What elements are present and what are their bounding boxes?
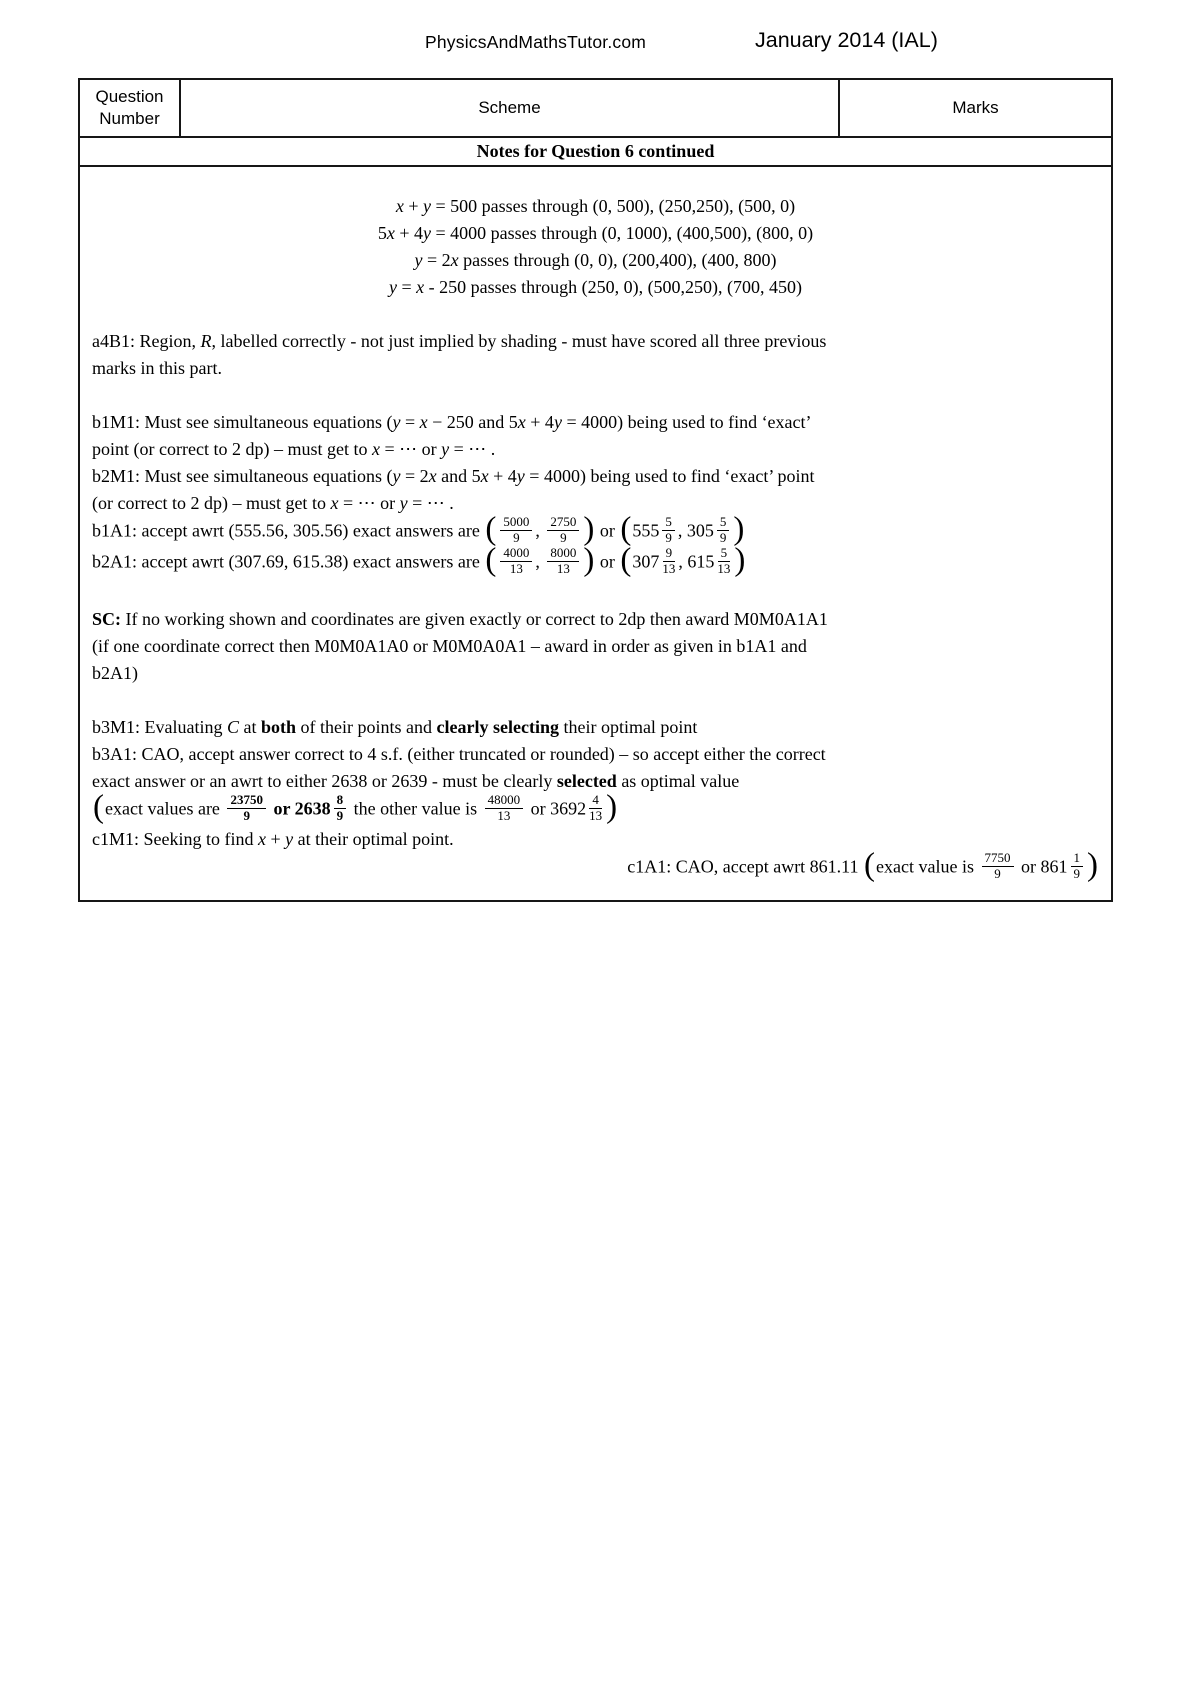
fraction-denominator: 9: [665, 529, 672, 545]
fraction: [982, 851, 1014, 882]
text-run: as optimal value: [616, 770, 740, 791]
text-run: +: [403, 196, 424, 216]
page-header: [0, 0, 1190, 78]
eq-line-1: [92, 193, 1099, 220]
text-run: - 250 passes through (250, 0), (500,250), (700, 450): [424, 277, 803, 297]
a4B1-line-1: [92, 328, 1099, 355]
fraction-numerator: 2750: [547, 515, 579, 531]
fraction: [717, 515, 730, 546]
big-paren: (: [620, 511, 632, 548]
text-run: + 4: [488, 466, 517, 486]
table-header-row: [80, 80, 1111, 138]
text-run: of their points and: [296, 716, 437, 737]
big-paren: (: [864, 847, 876, 884]
text-run: x: [517, 412, 526, 432]
fraction: [227, 793, 266, 824]
text-run: If no working shown and coordinates are given exactly or correct to 2dp then award M0M0A1A1: [121, 608, 828, 629]
SC-line-1: [92, 606, 1099, 633]
text-run: b2M1: Must see simultaneous equations (: [92, 466, 393, 486]
text-run: b2A1: accept awrt (307.69, 615.38) exact answers are: [92, 551, 485, 572]
fraction-numerator: 9: [663, 546, 676, 562]
text-run: = ⋯ or: [338, 493, 400, 513]
text-run: and 5: [436, 466, 481, 486]
text-run: y: [399, 493, 408, 513]
text-run: at: [239, 716, 261, 737]
text-run: (if one coordinate correct then M0M0A1A0 or M0M0A0A1 – award in order as given in b1A1 and: [92, 635, 807, 656]
fraction-numerator: 23750: [227, 793, 266, 809]
text-run: exact values are: [105, 798, 225, 819]
fraction-denominator: 9: [719, 529, 727, 545]
fraction-denominator: 9: [560, 529, 567, 545]
text-run: y: [392, 412, 401, 432]
text-run: C: [226, 716, 239, 737]
fraction-denominator: 9: [994, 865, 1001, 881]
b2A1-line: [92, 542, 1099, 579]
text-run: x: [450, 250, 459, 270]
big-paren: ): [733, 511, 745, 548]
fraction-numerator: 8000: [547, 546, 579, 562]
text-run: marks in this part.: [92, 358, 222, 378]
fraction: [485, 793, 524, 824]
big-paren: (: [485, 511, 497, 548]
c1A1-line: [92, 847, 1099, 884]
text-run: x: [386, 223, 395, 243]
column-header-scheme: Scheme: [478, 98, 541, 117]
b1M1-line-2: [92, 436, 1099, 463]
text-run: = 2: [422, 250, 451, 270]
text-run: exact answer or an awrt to either 2638 or 2639 - must be clearly: [92, 770, 557, 791]
text-run: + 4: [394, 223, 424, 243]
b3A1-line-1: [92, 741, 1099, 768]
fraction-denominator: 9: [513, 529, 520, 545]
text-run: or 3692: [526, 798, 587, 819]
text-run: y: [516, 466, 525, 486]
eq-line-4: [92, 274, 1099, 301]
c1M1-line: [92, 826, 1099, 853]
site-title: PhysicsAndMathsTutor.com: [425, 32, 647, 52]
text-run: = ⋯ .: [449, 439, 496, 459]
text-run: (or correct to 2 dp) – must get to: [92, 493, 331, 513]
text-run: x: [416, 277, 425, 297]
fraction-numerator: 7750: [982, 851, 1014, 867]
fraction-numerator: 1: [1071, 851, 1084, 867]
fraction: [334, 793, 347, 824]
text-run: passes through (0, 0), (200,400), (400, 800): [458, 250, 777, 270]
column-header-question-number: Question Number: [80, 80, 181, 136]
eq-line-2: [92, 220, 1099, 247]
big-paren: ): [1087, 847, 1098, 884]
simultaneous-block: [92, 409, 1099, 579]
big-paren: (: [620, 542, 632, 579]
b2M1-line-2: [92, 490, 1099, 517]
text-run: y: [285, 828, 294, 849]
fraction-denominator: 13: [662, 560, 676, 576]
edition-title: January 2014 (IAL): [755, 28, 938, 52]
text-run: b2A1): [92, 662, 138, 683]
fraction-denominator: 13: [509, 560, 523, 576]
text-run: =: [400, 412, 420, 432]
text-run: or: [595, 551, 620, 572]
text-run: y: [441, 439, 450, 459]
text-run: = ⋯ or: [379, 439, 442, 459]
fraction-numerator: 8: [334, 793, 347, 809]
text-run: x: [419, 412, 428, 432]
text-run: +: [265, 828, 286, 849]
big-paren: ): [583, 511, 595, 548]
text-run: a4B1: Region,: [92, 331, 201, 351]
text-run: + 4: [525, 412, 554, 432]
text-run: y: [388, 277, 397, 297]
fraction: [662, 546, 675, 577]
text-run: b3M1: Evaluating: [92, 716, 227, 737]
fraction: [500, 546, 532, 577]
text-run: or 861: [1016, 856, 1068, 877]
text-run: selected: [556, 770, 617, 791]
text-run: =: [396, 277, 417, 297]
big-paren: (: [93, 789, 104, 826]
column-header-marks: Marks: [838, 80, 1111, 136]
fraction: [500, 515, 532, 546]
fraction-denominator: 13: [556, 560, 570, 576]
fraction-numerator: 5: [662, 515, 675, 531]
text-run: or: [595, 520, 620, 541]
SC-line-3: [92, 660, 1099, 687]
text-run: or 2638: [268, 798, 331, 819]
text-run: = 4000) being used to find ‘exact’ point: [524, 466, 815, 486]
text-run: − 250 and 5: [427, 412, 518, 432]
a4B1-line-2: [92, 355, 1099, 382]
text-run: x: [480, 466, 489, 486]
text-run: x: [330, 493, 339, 513]
b3M1-line: [92, 714, 1099, 741]
fraction: [1071, 851, 1084, 882]
text-run: their optimal point: [558, 716, 698, 737]
fraction-numerator: 48000: [485, 793, 524, 809]
notes-title: Notes for Question 6 continued: [80, 138, 1111, 167]
equations-block: [92, 193, 1099, 301]
text-run: c1A1: CAO, accept awrt 861.11: [627, 856, 864, 877]
fraction-denominator: 13: [589, 807, 603, 823]
text-run: b3A1: CAO, accept answer correct to 4 s.f. (either truncated or rounded) – so accept either the correct: [92, 743, 826, 764]
fraction: [717, 546, 730, 577]
text-run: x: [395, 196, 404, 216]
fraction: [662, 515, 675, 546]
big-paren: ): [734, 542, 746, 579]
text-run: at their optimal point.: [293, 828, 454, 849]
special-case-block: [92, 606, 1099, 687]
b1A1-line: [92, 511, 1099, 548]
fraction-denominator: 13: [717, 560, 731, 576]
fraction-numerator: 5000: [500, 515, 532, 531]
big-paren: ): [606, 789, 618, 826]
fraction: [547, 546, 579, 577]
text-run: ,: [535, 551, 545, 572]
text-run: = 500 passes through (0, 500), (250,250), (500, 0): [431, 196, 796, 216]
text-run: = 4000) being used to find ‘exact’: [561, 412, 812, 432]
b3A1-line-2: [92, 768, 1099, 795]
eq-line-3: [92, 247, 1099, 274]
text-run: 307: [632, 551, 660, 572]
text-run: 5: [377, 223, 387, 243]
a4B1-block: [92, 328, 1099, 382]
fraction-denominator: 9: [1073, 865, 1080, 881]
text-run: point (or correct to 2 dp) – must get to: [92, 439, 372, 459]
text-run: y: [392, 466, 401, 486]
text-run: b1A1: accept awrt (555.56, 305.56) exact answers are: [92, 520, 485, 541]
text-run: both: [261, 716, 297, 737]
text-run: , 305: [677, 520, 714, 541]
text-run: the other value is: [349, 798, 482, 819]
fraction-denominator: 9: [243, 807, 250, 823]
mark-scheme-table: [78, 78, 1113, 902]
fraction-numerator: 4000: [500, 546, 532, 562]
fraction-denominator: 13: [497, 807, 511, 823]
text-run: c1M1: Seeking to find: [92, 828, 258, 849]
text-run: ,: [535, 520, 545, 541]
fraction-numerator: 5: [717, 515, 730, 531]
b1M1-line-1: [92, 409, 1099, 436]
fraction: [589, 793, 602, 824]
big-paren: ): [583, 542, 595, 579]
text-run: b1M1: Must see simultaneous equations (: [92, 412, 393, 432]
text-run: y: [423, 196, 432, 216]
text-run: x: [371, 439, 380, 459]
text-run: 555: [632, 520, 660, 541]
fraction: [547, 515, 579, 546]
text-run: y: [553, 412, 562, 432]
text-run: , labelled correctly - not just implied by shading - must have scored all three previous: [211, 331, 827, 351]
fraction-denominator: 9: [336, 807, 344, 823]
SC-line-2: [92, 633, 1099, 660]
text-run: = 4000 passes through (0, 1000), (400,500), (800, 0): [431, 223, 814, 243]
text-run: = 2: [400, 466, 429, 486]
text-run: x: [428, 466, 437, 486]
text-run: = ⋯ .: [407, 493, 454, 513]
text-run: R: [200, 331, 212, 351]
b2M1-line-1: [92, 463, 1099, 490]
final-marks-block: [92, 714, 1099, 884]
text-run: clearly selecting: [436, 716, 559, 737]
notes-body: [80, 167, 1111, 900]
text-run: , 615: [678, 551, 715, 572]
text-run: exact value is: [876, 856, 979, 877]
exact-values-line: [92, 789, 1099, 826]
text-run: y: [414, 250, 423, 270]
text-run: x: [257, 828, 266, 849]
fraction-numerator: 4: [589, 793, 602, 809]
fraction-numerator: 5: [718, 546, 731, 562]
big-paren: (: [485, 542, 497, 579]
text-run: y: [423, 223, 432, 243]
text-run: SC:: [92, 608, 122, 629]
